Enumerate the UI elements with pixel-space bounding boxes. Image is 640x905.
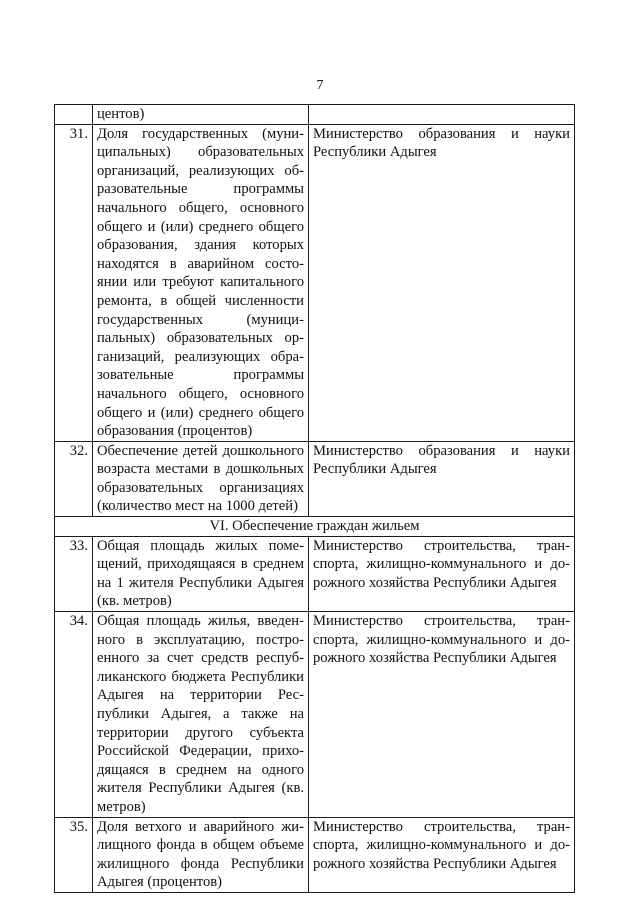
section-heading: VI. Обеспечение граждан жильем	[55, 517, 575, 537]
indicator-cell: центов)	[93, 105, 309, 125]
table-row	[55, 536, 575, 611]
table-row	[55, 124, 575, 441]
organization-cell	[309, 105, 575, 125]
row-number-cell: 32.	[55, 441, 93, 516]
organization-cell: Министерство образования и науки Республики Адыгея	[309, 124, 575, 441]
organization-cell: Министерство строительства, транспорта, жилищно-коммунального и дорожного хозяйства Республики Адыгея	[309, 817, 575, 892]
page-number: 7	[316, 78, 324, 93]
table-row	[55, 612, 575, 818]
indicator-cell: Обеспечение детей дошкольного возраста местами в дошкольных образовательных организациях (количество мест на 1000 детей)	[93, 441, 309, 516]
row-number-cell: 35.	[55, 817, 93, 892]
table-row	[55, 441, 575, 516]
table-row	[55, 817, 575, 892]
row-number-cell: 34.	[55, 612, 93, 818]
organization-cell: Министерство строительства, транспорта, жилищно-коммунального и дорожного хозяйства Республики Адыгея	[309, 612, 575, 818]
indicator-cell: Доля государственных (муниципальных) образовательных организаций, реализующих образовательные программы начального общего, основного общего и (или) среднего общего образования, здания которых находятся в аварийном состоянии или требуют капитального ремонта, в общей численности государственных (муниципальных) образовательных организаций, реализующих образовательные программы начального общего, основного общего и (или) среднего общего образования (процентов)	[93, 124, 309, 441]
row-number-cell: 31.	[55, 124, 93, 441]
indicator-cell: Общая площадь жилых помещений, приходящаяся в среднем на 1 жителя Республики Адыгея (кв. метров)	[93, 536, 309, 611]
table-row-continuation	[55, 105, 575, 125]
organization-cell: Министерство строительства, транспорта, жилищно-коммунального и дорожного хозяйства Республики Адыгея	[309, 536, 575, 611]
indicator-cell: Общая площадь жилья, введенного в эксплуатацию, построенного за счет средств республиканского бюджета Республики Адыгея на территории Республики Адыгея, а также на территории другого субъекта Российской Федерации, приходящаяся в среднем на одного жителя Республики Адыгея (кв. метров)	[93, 612, 309, 818]
section-heading-row	[55, 517, 575, 537]
row-number-cell: 33.	[55, 536, 93, 611]
indicator-cell: Доля ветхого и аварийного жилищного фонда в общем объеме жилищного фонда Республики Адыгея (процентов)	[93, 817, 309, 892]
indicators-table	[54, 104, 575, 893]
organization-cell: Министерство образования и науки Республики Адыгея	[309, 441, 575, 516]
row-number-cell	[55, 105, 93, 125]
